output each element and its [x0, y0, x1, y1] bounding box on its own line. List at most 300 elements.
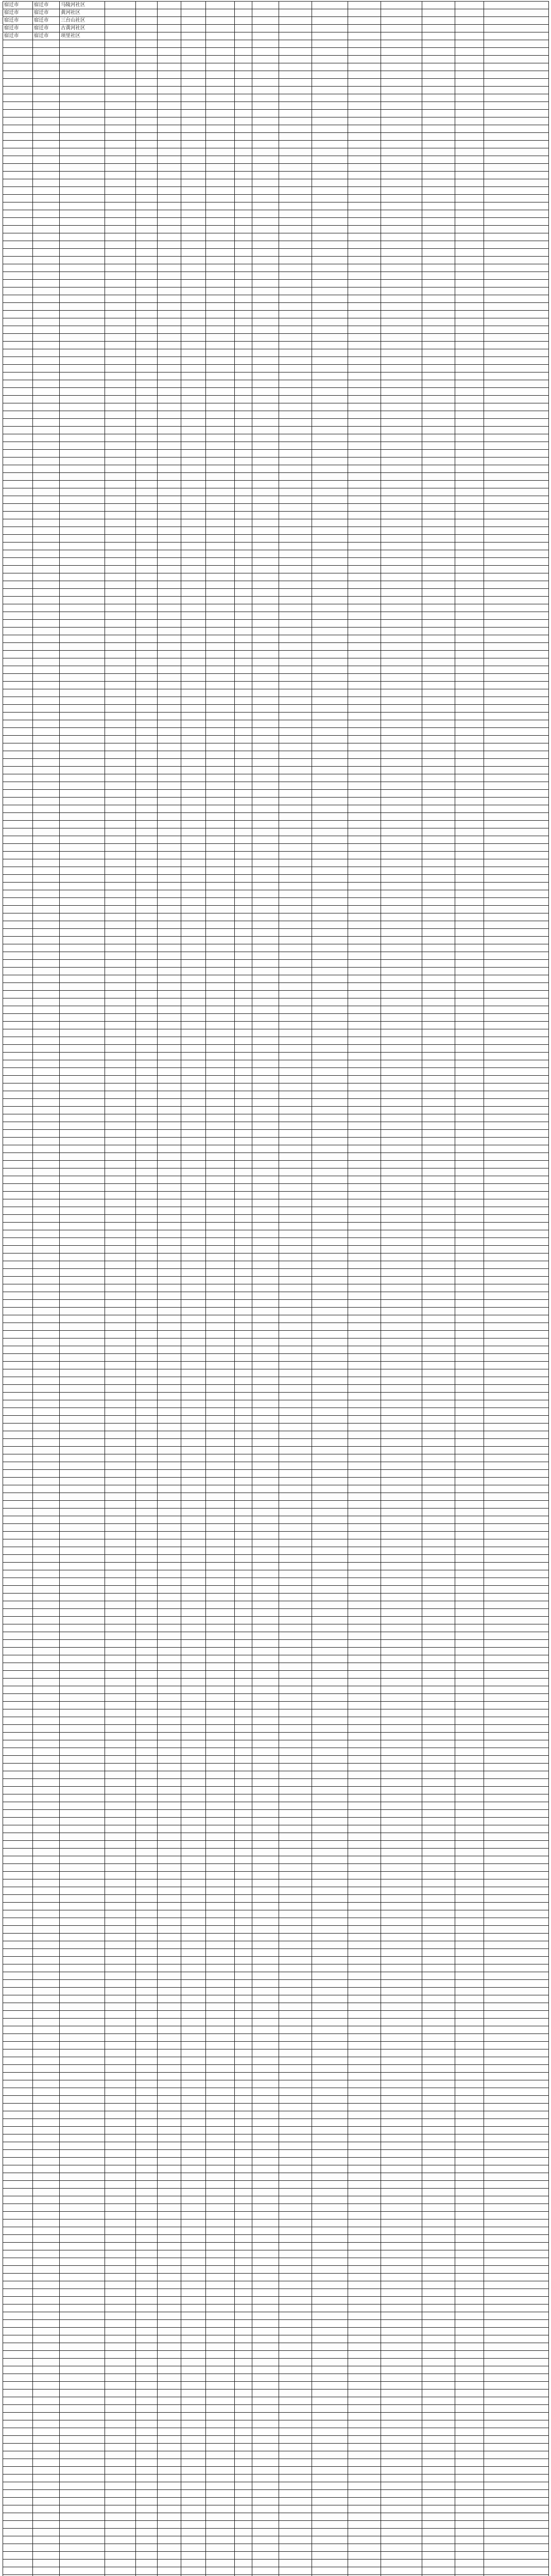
table-cell: [136, 828, 158, 836]
table-cell: [3, 558, 33, 566]
table-cell: [484, 110, 549, 117]
table-cell: [252, 2011, 279, 2019]
table-cell: [235, 396, 252, 403]
table-cell: [33, 1725, 60, 1733]
table-cell: [252, 1346, 279, 1354]
table-cell: [484, 388, 549, 396]
table-cell: [60, 2119, 105, 2127]
table-cell: [422, 264, 455, 272]
table-cell: [158, 975, 181, 983]
table-cell: [312, 1764, 348, 1771]
table-cell: [252, 1694, 279, 1702]
table-cell: [158, 210, 181, 218]
table-cell: [3, 87, 33, 94]
table-cell: [279, 1122, 312, 1130]
table-cell: [422, 210, 455, 218]
table-cell: [3, 1872, 33, 1879]
table-cell: [181, 1045, 206, 1053]
table-cell: [312, 496, 348, 504]
table-cell: [105, 1903, 136, 1910]
table-cell: [33, 1555, 60, 1563]
table-cell: [136, 535, 158, 543]
table-cell: [312, 566, 348, 573]
table-row: [3, 63, 549, 71]
table-cell: [235, 1431, 252, 1439]
table-cell: [33, 1354, 60, 1362]
table-cell: [158, 535, 181, 543]
table-cell: [381, 813, 422, 821]
table-cell: [3, 1145, 33, 1153]
table-cell: [158, 1818, 181, 1825]
table-cell: [312, 133, 348, 141]
table-cell: [312, 257, 348, 264]
table-cell: [455, 1918, 484, 1926]
table-cell: [206, 1362, 235, 1369]
table-cell: [136, 1887, 158, 1895]
table-row: [3, 2065, 549, 2073]
table-row: [3, 2104, 549, 2111]
table-cell: [348, 496, 381, 504]
table-row: [3, 1114, 549, 1122]
table-cell: [105, 1393, 136, 1400]
table-cell: [381, 543, 422, 550]
table-cell: [348, 1895, 381, 1903]
table-cell: [252, 1091, 279, 1099]
table-cell: [312, 1663, 348, 1671]
table-cell: [348, 1594, 381, 1601]
table-row: [3, 419, 549, 427]
table-cell: [455, 2042, 484, 2049]
table-cell: [206, 1856, 235, 1864]
table-cell: [252, 303, 279, 311]
table-cell: [33, 1192, 60, 1199]
table-cell: [105, 141, 136, 148]
table-cell: [3, 71, 33, 79]
table-cell: [422, 1068, 455, 1076]
table-cell: [235, 1694, 252, 1702]
table-cell: [105, 1346, 136, 1354]
table-cell: [3, 674, 33, 682]
table-cell: [484, 612, 549, 620]
table-cell: [312, 1632, 348, 1640]
table-cell: [33, 1624, 60, 1632]
table-cell: [422, 403, 455, 411]
table-cell: [484, 968, 549, 975]
table-cell: [158, 2111, 181, 2119]
table-cell: [252, 1470, 279, 1478]
table-cell: [279, 705, 312, 713]
table-cell: [312, 63, 348, 71]
table-cell: [33, 743, 60, 751]
table-cell: [3, 1679, 33, 1686]
table-cell: [279, 1323, 312, 1331]
table-cell: [60, 357, 105, 365]
table-cell: [181, 2080, 206, 2088]
table-cell: [312, 1284, 348, 1292]
table-cell: [136, 1145, 158, 1153]
table-cell: [455, 2003, 484, 2011]
table-cell: [455, 1230, 484, 1238]
table-cell: [235, 1176, 252, 1184]
table-cell: [136, 357, 158, 365]
table-cell: [136, 651, 158, 658]
table-cell: [3, 1926, 33, 1934]
table-cell: [105, 257, 136, 264]
table-cell: [484, 1362, 549, 1369]
table-cell: [33, 1431, 60, 1439]
table-row: [3, 1617, 549, 1624]
table-cell: [348, 164, 381, 172]
table-cell: [279, 2042, 312, 2049]
table-cell: [235, 828, 252, 836]
table-cell: [60, 1903, 105, 1910]
table-cell: [33, 1794, 60, 1802]
table-cell: [279, 658, 312, 666]
table-cell: [33, 774, 60, 782]
table-cell: [455, 1207, 484, 1215]
table-cell: [3, 960, 33, 968]
table-cell: [279, 566, 312, 573]
table-cell: [348, 1740, 381, 1748]
table-cell: [455, 1369, 484, 1377]
table-cell: [60, 202, 105, 210]
table-cell: [33, 1114, 60, 1122]
table-cell: [206, 1478, 235, 1485]
table-cell: [279, 1756, 312, 1764]
table-cell: [422, 628, 455, 635]
table-cell: [206, 651, 235, 658]
table-cell: [60, 1787, 105, 1794]
table-cell: [381, 2065, 422, 2073]
table-cell: [348, 821, 381, 828]
table-cell: [33, 1037, 60, 1045]
table-cell: [484, 25, 549, 32]
table-cell: [455, 1346, 484, 1354]
table-cell: [33, 2073, 60, 2080]
table-cell: [3, 202, 33, 210]
table-row: [3, 2111, 549, 2119]
table-cell: [381, 465, 422, 473]
table-cell: [422, 280, 455, 287]
table-cell: [181, 759, 206, 767]
table-row: [3, 257, 549, 264]
table-cell: [455, 883, 484, 890]
table-cell: [3, 1787, 33, 1794]
table-cell: [279, 2034, 312, 2042]
table-cell: [312, 651, 348, 658]
table-cell: [422, 1230, 455, 1238]
table-cell: [422, 666, 455, 674]
table-cell: [252, 558, 279, 566]
table-cell: [235, 156, 252, 164]
table-cell: [158, 434, 181, 442]
table-cell: [312, 117, 348, 125]
table-cell: [455, 1199, 484, 1207]
table-cell: [455, 1655, 484, 1663]
table-cell: [455, 349, 484, 357]
table-cell: [158, 643, 181, 651]
table-cell: [181, 1199, 206, 1207]
table-cell: [136, 1640, 158, 1648]
table-cell: [455, 628, 484, 635]
table-cell: [136, 481, 158, 488]
table-cell: [181, 87, 206, 94]
table-cell: [136, 929, 158, 937]
table-cell: [136, 1632, 158, 1640]
table-cell: [484, 1624, 549, 1632]
table-cell: [235, 403, 252, 411]
table-cell: [484, 1045, 549, 1053]
table-cell: [33, 1926, 60, 1934]
table-cell: [422, 798, 455, 805]
table-row: [3, 1632, 549, 1640]
table-cell: [279, 249, 312, 257]
table-cell: [348, 1338, 381, 1346]
table-cell: [484, 1238, 549, 1246]
table-cell: [348, 620, 381, 628]
table-cell: [158, 1346, 181, 1354]
table-cell: [158, 133, 181, 141]
table-cell: [484, 172, 549, 179]
table-cell: [3, 1563, 33, 1570]
table-cell: [252, 280, 279, 287]
table-cell: [279, 1903, 312, 1910]
table-cell: [158, 2065, 181, 2073]
table-cell: [136, 334, 158, 342]
table-cell: [422, 589, 455, 597]
table-cell: [312, 1377, 348, 1385]
table-row: [3, 1022, 549, 1029]
table-cell: [158, 496, 181, 504]
table-cell: [252, 1926, 279, 1934]
table-cell: [381, 728, 422, 736]
table-cell: [484, 2011, 549, 2019]
table-cell: [348, 1184, 381, 1192]
table-cell: [381, 1338, 422, 1346]
table-cell: [3, 1323, 33, 1331]
table-cell: [136, 349, 158, 357]
table-row: [3, 1006, 549, 1014]
table-cell: [3, 898, 33, 906]
table-cell: [33, 828, 60, 836]
table-cell: [348, 1617, 381, 1624]
table-cell: [181, 1725, 206, 1733]
table-cell: [60, 883, 105, 890]
table-cell: [235, 2096, 252, 2104]
table-cell: [348, 697, 381, 705]
table-cell: [235, 1764, 252, 1771]
table-cell: [455, 1787, 484, 1794]
table-cell: [279, 1926, 312, 1934]
table-cell: [181, 1014, 206, 1022]
table-cell: [60, 1825, 105, 1833]
table-cell: [3, 1586, 33, 1594]
table-cell: [181, 1192, 206, 1199]
table-cell: [33, 372, 60, 380]
table-cell: [484, 1022, 549, 1029]
table-cell: [381, 1903, 422, 1910]
table-cell: [455, 751, 484, 759]
table-cell: [422, 1748, 455, 1756]
table-cell: [181, 1122, 206, 1130]
table-row: [3, 883, 549, 890]
table-cell: [206, 759, 235, 767]
table-cell: [422, 295, 455, 303]
table-cell: [136, 589, 158, 597]
table-cell: [484, 1130, 549, 1138]
table-cell: [455, 1315, 484, 1323]
table-cell: [235, 1686, 252, 1694]
table-cell: [136, 1153, 158, 1161]
table-cell: [252, 1849, 279, 1856]
table-cell: [381, 48, 422, 56]
table-cell: [33, 720, 60, 728]
table-cell: [158, 110, 181, 117]
table-cell: [158, 1833, 181, 1841]
table-cell: [235, 705, 252, 713]
table-cell: [252, 581, 279, 589]
table-cell: [105, 998, 136, 1006]
table-cell: [484, 342, 549, 349]
table-cell: [206, 473, 235, 481]
table-cell: [33, 844, 60, 852]
table-cell: [312, 473, 348, 481]
table-cell: [158, 1957, 181, 1964]
table-cell: [3, 550, 33, 558]
table-cell: [348, 117, 381, 125]
table-cell: [235, 1872, 252, 1879]
table-cell: [105, 1988, 136, 1995]
table-cell: [206, 612, 235, 620]
table-cell: [422, 372, 455, 380]
table-cell: [3, 1833, 33, 1841]
table-cell: [181, 210, 206, 218]
table-cell: [381, 689, 422, 697]
table-cell: [136, 1253, 158, 1261]
table-cell: [455, 1988, 484, 1995]
table-cell: [3, 1315, 33, 1323]
table-cell: [422, 774, 455, 782]
table-cell: [33, 1447, 60, 1454]
table-cell: [312, 342, 348, 349]
table-cell: [348, 1300, 381, 1308]
table-cell: [105, 658, 136, 666]
table-cell: [235, 1586, 252, 1594]
table-cell: [158, 1014, 181, 1022]
table-cell: [381, 334, 422, 342]
table-cell: [206, 1640, 235, 1648]
table-cell: [348, 682, 381, 689]
table-cell: [455, 249, 484, 257]
table-cell: [136, 1679, 158, 1686]
table-cell: [252, 666, 279, 674]
table-cell: [484, 1748, 549, 1756]
table-cell: [381, 2111, 422, 2119]
table-cell: [60, 172, 105, 179]
table-cell: [3, 1740, 33, 1748]
table-cell: [312, 1679, 348, 1686]
table-cell: [235, 960, 252, 968]
table-cell: [235, 743, 252, 751]
table-cell: [158, 372, 181, 380]
table-cell: [235, 2142, 252, 2150]
table-cell: [206, 442, 235, 450]
table-cell: [252, 94, 279, 102]
table-cell: [105, 1269, 136, 1277]
table-cell: [136, 1570, 158, 1578]
table-cell: [33, 1400, 60, 1408]
table-cell: [348, 457, 381, 465]
table-cell: [206, 1215, 235, 1223]
table-cell: [312, 202, 348, 210]
table-cell: [348, 1926, 381, 1934]
table-cell: [484, 651, 549, 658]
table-cell: [105, 1771, 136, 1779]
table-cell: [455, 1578, 484, 1586]
table-cell: [279, 1617, 312, 1624]
table-cell: [60, 442, 105, 450]
table-cell: [3, 164, 33, 172]
table-cell: [455, 419, 484, 427]
table-cell: [235, 241, 252, 249]
table-cell: [484, 32, 549, 40]
table-cell: [455, 372, 484, 380]
table-cell: [158, 1539, 181, 1547]
table-cell: [136, 79, 158, 87]
table-cell: [381, 1825, 422, 1833]
table-cell: [158, 1145, 181, 1153]
table-cell: [455, 1779, 484, 1787]
table-cell: [33, 1323, 60, 1331]
table-cell: [348, 1957, 381, 1964]
table-cell: [348, 156, 381, 164]
table-cell: [348, 852, 381, 859]
table-cell: [252, 983, 279, 991]
table-cell: [206, 1694, 235, 1702]
table-cell: [105, 411, 136, 419]
table-cell: [252, 1856, 279, 1864]
table-cell: [484, 1980, 549, 1988]
table-cell: [422, 488, 455, 496]
table-cell: [105, 1663, 136, 1671]
table-cell: [33, 736, 60, 743]
table-cell: [381, 620, 422, 628]
table-cell: [181, 218, 206, 226]
table-cell: [252, 1756, 279, 1764]
table-cell: [206, 1022, 235, 1029]
table-cell: [105, 1130, 136, 1138]
table-row: [3, 1253, 549, 1261]
table-cell: [348, 666, 381, 674]
table-cell: [279, 913, 312, 921]
table-cell: [158, 1995, 181, 2003]
table-cell: [455, 1995, 484, 2003]
table-cell: [158, 218, 181, 226]
table-cell: [105, 241, 136, 249]
table-cell: [312, 720, 348, 728]
table-cell: [136, 63, 158, 71]
table-cell: [312, 1694, 348, 1702]
table-cell: [312, 1130, 348, 1138]
table-cell: [105, 295, 136, 303]
table-cell: [136, 1037, 158, 1045]
table-cell: [158, 867, 181, 875]
table-cell: [33, 457, 60, 465]
table-cell: [235, 125, 252, 133]
table-cell: [381, 481, 422, 488]
table-cell: [105, 1717, 136, 1725]
table-cell: [312, 883, 348, 890]
